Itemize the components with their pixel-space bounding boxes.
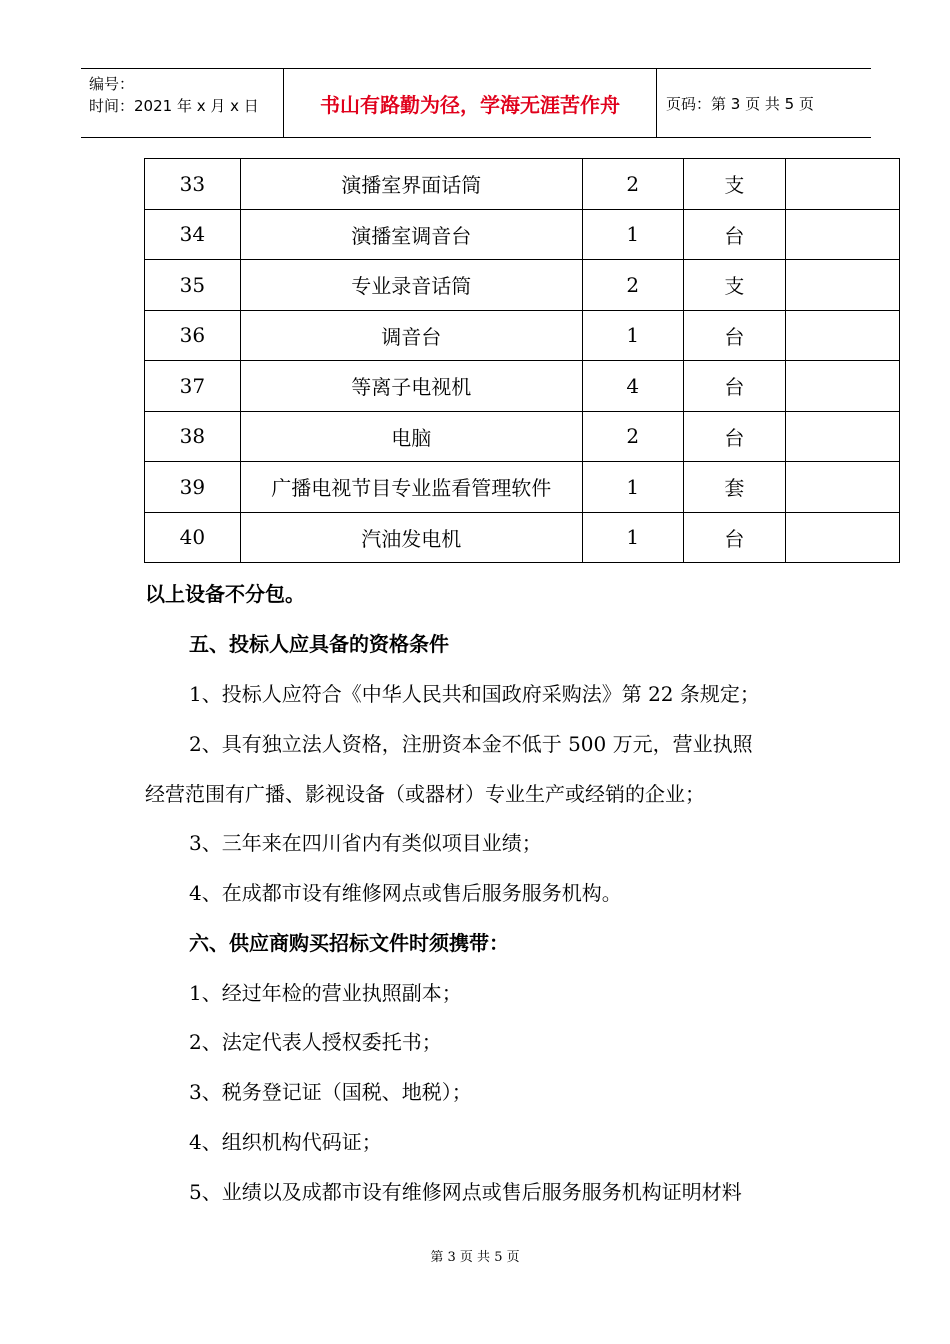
section-5-heading: 五、投标人应具备的资格条件 (189, 632, 449, 656)
table-row (145, 512, 900, 563)
section-5-item-3: 3、三年来在四川省内有类似项目业绩； (189, 831, 542, 855)
section-6-heading: 六、供应商购买招标文件时须携带： (189, 931, 509, 955)
table-row (145, 310, 900, 361)
table-row (145, 260, 900, 311)
item-name-cell: 广播电视节目专业监看管理软件 (240, 462, 582, 513)
unit-cell: 支 (683, 260, 786, 311)
item-name-cell: 电脑 (240, 411, 582, 462)
table-row (145, 209, 900, 260)
section-6-item-2: 2、法定代表人授权委托书； (189, 1030, 442, 1054)
unit-cell: 支 (683, 159, 786, 210)
section-6-item-4: 4、组织机构代码证； (189, 1130, 382, 1154)
quantity-cell: 2 (582, 260, 683, 311)
unit-cell: 台 (683, 512, 786, 563)
note-cell (786, 411, 900, 462)
item-name-cell: 演播室调音台 (240, 209, 582, 260)
item-name-cell: 等离子电视机 (240, 361, 582, 412)
row-number-cell: 37 (145, 361, 241, 412)
header-time-label: 时间：2021 年 x 月 x 日 (89, 97, 259, 115)
quantity-cell: 1 (582, 310, 683, 361)
table-row (145, 411, 900, 462)
row-number-cell: 40 (145, 512, 241, 563)
quantity-cell: 1 (582, 209, 683, 260)
unit-cell: 台 (683, 209, 786, 260)
row-number-cell: 35 (145, 260, 241, 311)
item-name-cell: 演播室界面话筒 (240, 159, 582, 210)
section-5-item-2: 2、具有独立法人资格，注册资本金不低于 500 万元，营业执照 (189, 732, 753, 756)
note-cell (786, 310, 900, 361)
note-cell (786, 260, 900, 311)
table-row (145, 462, 900, 513)
note-cell (786, 361, 900, 412)
item-name-cell: 汽油发电机 (240, 512, 582, 563)
note-cell (786, 209, 900, 260)
quantity-cell: 2 (582, 411, 683, 462)
quantity-cell: 1 (582, 512, 683, 563)
no-split-note: 以上设备不分包。 (145, 582, 305, 606)
table-row (145, 159, 900, 210)
row-number-cell: 33 (145, 159, 241, 210)
equipment-table-body (145, 159, 900, 563)
header-number-label: 编号： (89, 75, 135, 93)
unit-cell: 套 (683, 462, 786, 513)
table-row (145, 361, 900, 412)
note-cell (786, 462, 900, 513)
section-5-item-4: 4、在成都市设有维修网点或售后服务服务机构。 (189, 881, 622, 905)
row-number-cell: 34 (145, 209, 241, 260)
header-meta (89, 73, 259, 117)
note-cell (786, 512, 900, 563)
equipment-table (144, 158, 900, 563)
header-page-info: 页码：第 3 页 共 5 页 (666, 95, 814, 113)
document-header (81, 68, 871, 138)
row-number-cell: 38 (145, 411, 241, 462)
item-name-cell: 专业录音话筒 (240, 260, 582, 311)
section-5-item-2-continued: 经营范围有广播、影视设备（或器材）专业生产或经销的企业； (145, 782, 705, 806)
page-footer: 第 3 页 共 5 页 (430, 1250, 520, 1265)
unit-cell: 台 (683, 310, 786, 361)
unit-cell: 台 (683, 361, 786, 412)
section-5-item-1: 1、投标人应符合《中华人民共和国政府采购法》第 22 条规定； (189, 682, 760, 706)
unit-cell: 台 (683, 411, 786, 462)
quantity-cell: 4 (582, 361, 683, 412)
section-6-item-3: 3、税务登记证（国税、地税）； (189, 1080, 472, 1104)
section-6-item-5: 5、业绩以及成都市设有维修网点或售后服务服务机构证明材料 (189, 1180, 742, 1204)
section-6-item-1: 1、经过年检的营业执照副本； (189, 981, 462, 1005)
quantity-cell: 2 (582, 159, 683, 210)
note-cell (786, 159, 900, 210)
row-number-cell: 36 (145, 310, 241, 361)
header-motto: 书山有路勤为径，学海无涯苦作舟 (283, 69, 657, 137)
row-number-cell: 39 (145, 462, 241, 513)
quantity-cell: 1 (582, 462, 683, 513)
item-name-cell: 调音台 (240, 310, 582, 361)
